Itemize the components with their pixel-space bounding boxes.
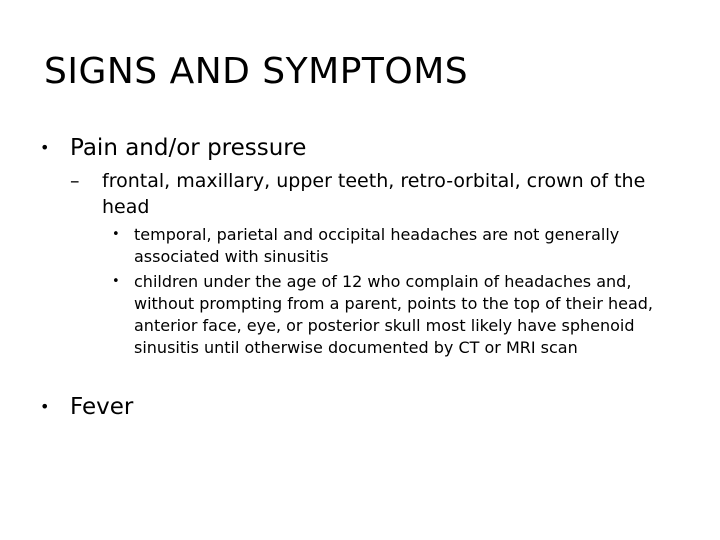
slide-title: SIGNS AND SYMPTOMS	[44, 51, 469, 92]
bullet-icon: •	[40, 397, 50, 416]
sub-item-text: frontal, maxillary, upper teeth, retro-orbital, crown of the head	[102, 170, 646, 218]
dash-icon: –	[70, 170, 80, 192]
sub-sub-item-text: temporal, parietal and occipital headaches are not generally associated with sinusitis	[134, 225, 620, 266]
bullet-text: Fever	[70, 394, 134, 420]
sub-sub-item-text: children under the age of 12 who complain of headaches and, without prompting from a parent, points to the top of their head, anterior face, eye, or posterior skull most likely have sphenoid sinusitis until otherwise documented by CT or MRI scan	[134, 272, 654, 357]
bullet-text: Pain and/or pressure	[70, 135, 307, 161]
sub-sub-item-headaches	[112, 224, 692, 268]
sub-item-locations	[70, 168, 690, 220]
bullet-icon: •	[112, 227, 120, 242]
bullet-icon: •	[112, 274, 120, 289]
sub-sub-item-children	[112, 271, 692, 359]
bullet-icon: •	[40, 138, 50, 157]
